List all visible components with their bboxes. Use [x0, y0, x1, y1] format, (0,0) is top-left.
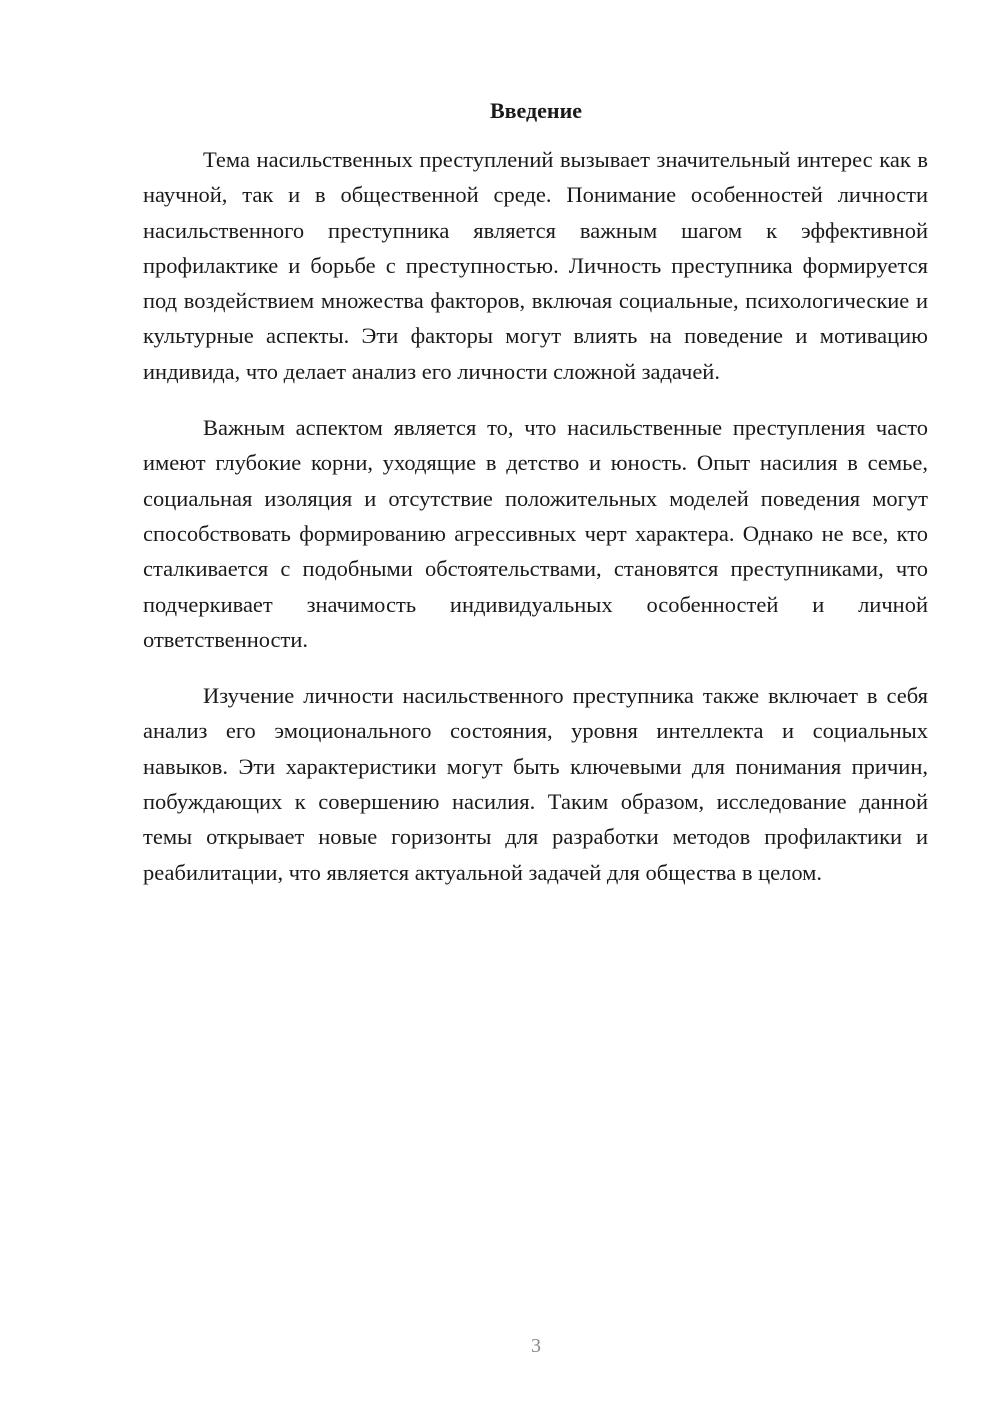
- section-title: Введение: [489, 98, 583, 123]
- paragraph-1: Тема насильственных преступлений вызывает значительный интерес как в научной, так и в общественной среде. Понимание особенностей личности насильственного преступника является важным шагом к эффективной профилактике и борьбе с преступностью. Личность преступника формируется под воздействием множества факторов, включая социальные, психологические и культурные аспекты. Эти факторы могут влиять на поведение и мотивацию индивида, что делает анализ его личности сложной задачей.: [143, 147, 928, 384]
- body-text: [143, 142, 928, 911]
- paragraph-3: Изучение личности насильственного преступника также включает в себя анализ его эмоционального состояния, уровня интеллекта и социальных навыков. Эти характеристики могут быть ключевыми для понимания причин, побуждающих к совершению насилия. Таким образом, исследование данной темы открывает новые горизонты для разработки методов профилактики и реабилитации, что является актуальной задачей для общества в целом.: [143, 683, 928, 885]
- paragraph-2: Важным аспектом является то, что насильственные преступления часто имеют глубокие корни, уходящие в детство и юность. Опыт насилия в семье, социальная изоляция и отсутствие положительных моделей поведения могут способствовать формированию агрессивных черт характера. Однако не все, кто сталкивается с подобными обстоятельствами, становятся преступниками, что подчеркивает значимость индивидуальных особенностей и личной ответственности.: [143, 415, 928, 652]
- page-number: 3: [531, 1335, 541, 1357]
